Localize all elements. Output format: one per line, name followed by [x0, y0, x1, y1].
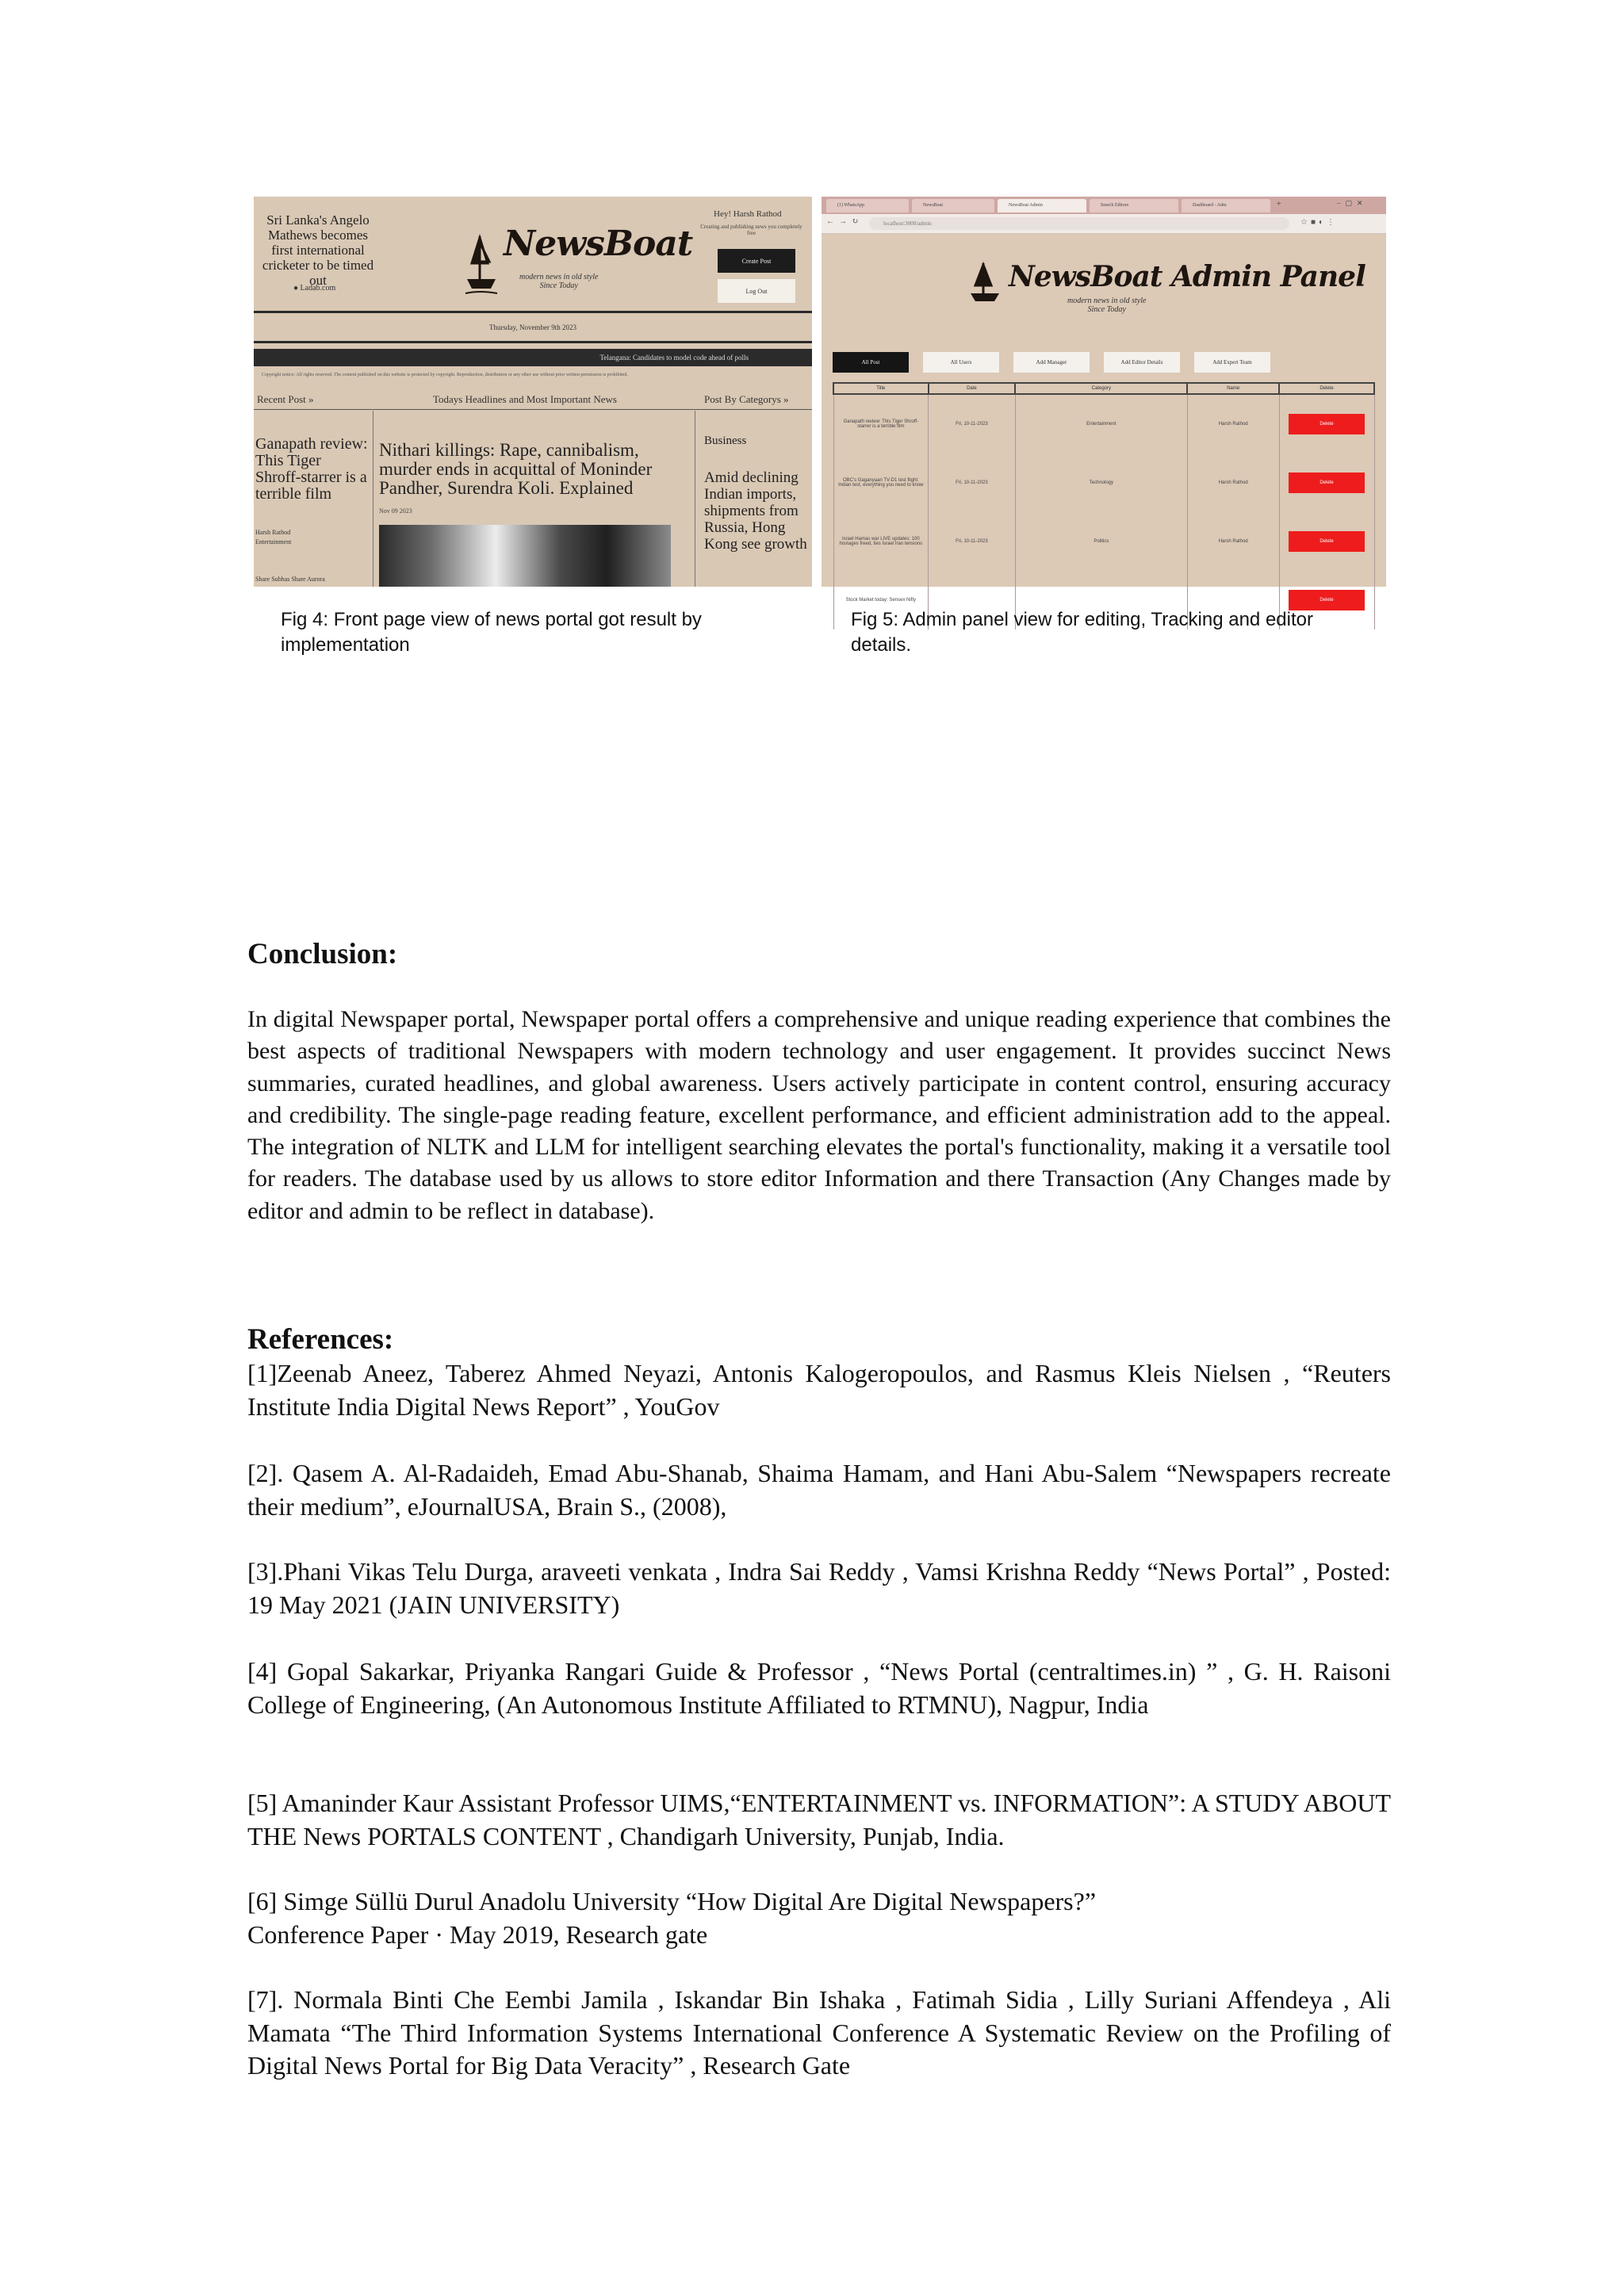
back-icon[interactable]: ←	[826, 217, 834, 226]
address-bar	[822, 214, 1386, 234]
column-header: Name	[1187, 383, 1279, 394]
references-heading: References:	[247, 1323, 394, 1356]
user-greeting: Hey! Harsh Rathod	[714, 209, 782, 219]
posts-table	[833, 382, 1375, 629]
main-headline-link[interactable]: Nithari killings: Rape, cannibalism, murder ends in acquittal of Moninder Pandher, Surendra Koli. Explained	[379, 440, 653, 498]
tagline-line-1: modern news in old style	[519, 273, 599, 281]
browser-tab[interactable]: NewsBoat	[912, 199, 994, 212]
newsboat-logo: NewsBoat	[504, 224, 693, 264]
create-post-button[interactable]: Create Post	[718, 249, 795, 273]
category-business[interactable]: Business	[704, 434, 747, 447]
delete-button[interactable]: Delete	[1289, 473, 1365, 493]
headlines-heading: Todays Headlines and Most Important News	[433, 393, 617, 405]
left-top-story: Sri Lanka's Angelo Mathews becomes first international cricketer to be timed out	[262, 212, 374, 288]
cell-title: OBC's Gaganyaan TV-D1 test flight: Indian test, everything you need to know	[833, 453, 929, 512]
cell-delete	[1279, 512, 1374, 571]
recent-post-link[interactable]: Ganapath review: This Tiger Shroff-starrer is a terrible film	[255, 435, 368, 503]
table-row	[833, 394, 1374, 453]
tagline-line-2: Since Today	[1087, 305, 1126, 314]
cell-category: Politics	[1015, 512, 1187, 571]
cell-date: Fri, 10-11-2023	[929, 453, 1016, 512]
conclusion-paragraph: In digital Newspaper portal, Newspaper portal offers a comprehensive and unique reading experience that combines the best aspects of traditional Newspapers with modern technology and user engagement. It provides succinct News summaries, curated headlines, and global awareness. Users actively participate in content control, ensuring accuracy and credibility. The single-page reading feature, excellent performance, and efficient administration add to the appeal. The integration of NLTK and LLM for intelligent searching elevates the portal's functionality, making it a versatile tool for readers. The database used by us allows to store editor Information and there Transaction (Any Changes made by editor and admin to be reflect in database).	[247, 1006, 1391, 1224]
cell-category: Entertainment	[1015, 394, 1187, 453]
divider	[254, 311, 812, 313]
figure-4-front-page	[254, 197, 812, 587]
reload-icon[interactable]: ↻	[852, 217, 859, 226]
cell-date: Fri, 10-11-2023	[929, 394, 1016, 453]
forward-icon[interactable]: →	[839, 217, 847, 226]
window-controls-icon[interactable]: –▢✕	[1337, 199, 1368, 207]
byline-category: Entertainment	[255, 538, 292, 545]
figure-5-caption: Fig 5: Admin panel view for editing, Tracking and editor details.	[851, 609, 1313, 656]
left-top-byline: ● Ladab.com	[293, 284, 336, 293]
post-byline	[255, 528, 291, 547]
delete-button[interactable]: Delete	[1289, 531, 1365, 552]
table-row	[833, 512, 1374, 571]
ship-logo-icon	[967, 260, 1004, 308]
cell-delete	[1279, 394, 1374, 453]
reference-item: [7]. Normala Binti Che Eembi Jamila , Iskandar Bin Ishaka , Fatimah Sidia , Lilly Suriani Affendeya , Ali Mamata “The Third Information Systems International Conference A Systematic Review on the Profiling of Digital News Portal for Big Data Veracity” , Research Gate	[247, 1985, 1391, 2080]
cell-name: Harsh Rathod	[1187, 453, 1279, 512]
main-story-image[interactable]	[379, 525, 671, 587]
reference-item: [2]. Qasem A. Al-Radaideh, Emad Abu-Shanab, Shaima Hamam, and Hani Abu-Salem “Newspapers recreate their medium”, eJournalUSA, Brain S., (2008),	[247, 1459, 1391, 1521]
recent-post-heading: Recent Post »	[257, 393, 314, 405]
url-field[interactable]: localhost:3000/admin	[869, 217, 1289, 230]
table-header-row	[833, 383, 1374, 394]
news-ticker[interactable]: Telangana: Candidates to model code ahead of polls	[254, 349, 812, 366]
all-post-button[interactable]: All Post	[833, 352, 909, 373]
ad-text: Creating and publishing news you completely free	[700, 224, 802, 236]
reference-item: [1]Zeenab Aneez, Taberez Ahmed Neyazi, Antonis Kalogeropoulos, and Rasmus Kleis Nielsen , “Reuters Institute India Digital News Report” , YouGov	[247, 1359, 1391, 1421]
cell-delete	[1279, 453, 1374, 512]
browser-tab[interactable]: Search Editors	[1090, 199, 1178, 212]
reference-item: Conference Paper · May 2019, Research gate	[247, 1920, 708, 1949]
column-header: Delete	[1279, 383, 1374, 394]
category-story-link[interactable]: Amid declining Indian imports, shipments from Russia, Hong Kong see growth	[704, 469, 807, 553]
delete-button[interactable]: Delete	[1289, 414, 1365, 434]
reference-item: [5] Amaninder Kaur Assistant Professor UIMS,“ENTERTAINMENT vs. INFORMATION”: A STUDY ABOUT THE News PORTALS CONTENT , Chandigarh University, Punjab, India.	[247, 1789, 1391, 1850]
table-row	[833, 453, 1374, 512]
browser-tab[interactable]: (1) WhatsApp	[826, 199, 909, 212]
divider	[254, 409, 812, 410]
copyright-notice: Copyright notice: All rights reserved. The content published on this website is protected by copyright. Reproduction, distribution or any other use without prior written permission is prohibited.	[262, 373, 628, 377]
all-users-button[interactable]: All Users	[923, 352, 999, 373]
cell-title: Ganapath review: This Tiger Shroff-starrer is a terrible film	[833, 394, 929, 453]
browser-extension-icons[interactable]: ☆■◐⋮	[1300, 218, 1339, 227]
new-tab-icon[interactable]: +	[1277, 200, 1281, 209]
browser-tab[interactable]: Dashboard - Adm	[1182, 199, 1270, 212]
figure-4-caption: Fig 4: Front page view of news portal got result by implementation	[281, 609, 702, 656]
tagline-line-1: modern news in old style	[1067, 297, 1147, 305]
cell-date: Fri, 10-11-2023	[929, 512, 1016, 571]
add-editor-details-button[interactable]: Add Editor Details	[1104, 352, 1180, 373]
figure-5-admin-panel	[822, 197, 1386, 603]
conclusion-heading: Conclusion:	[247, 938, 398, 970]
add-manager-button[interactable]: Add Manager	[1013, 352, 1090, 373]
cell-title: Stock Market today: Sensex Nifty	[833, 571, 929, 629]
cell-category: Technology	[1015, 453, 1187, 512]
logout-button[interactable]: Log Out	[718, 279, 795, 303]
cell-name: Harsh Rathod	[1187, 512, 1279, 571]
divider	[254, 341, 812, 343]
column-header: Category	[1015, 383, 1187, 394]
share-links[interactable]: Share Subhas Share Aurora	[255, 576, 325, 583]
delete-button[interactable]: Delete	[1289, 590, 1365, 610]
column-header: Title	[833, 383, 929, 394]
logo-tagline	[1067, 297, 1146, 314]
tagline-line-2: Since Today	[539, 281, 578, 290]
browser-tab-bar	[822, 197, 1386, 214]
browser-tab-active[interactable]: NewsBoat Admin	[998, 199, 1086, 212]
admin-panel-logo: NewsBoat Admin Panel	[1009, 260, 1365, 293]
main-story-date: Nov 09 2023	[379, 507, 412, 515]
date-line: Thursday, November 9th 2023	[489, 323, 576, 331]
logo-tagline	[519, 273, 598, 290]
categories-heading: Post By Categorys »	[704, 393, 789, 405]
column-header: Date	[929, 383, 1016, 394]
add-expert-team-button[interactable]: Add Expert Team	[1194, 352, 1270, 373]
reference-item: [3].Phani Vikas Telu Durga, araveeti venkata , Indra Sai Reddy , Vamsi Krishna Reddy “News Portal” , Posted: 19 May 2021 (JAIN UNIVERSITY)	[247, 1557, 1391, 1619]
byline-author: Harsh Rathod	[255, 529, 291, 536]
reference-item: [4] Gopal Sakarkar, Priyanka Rangari Guide & Professor , “News Portal (centraltimes.in) ” , G. H. Raisoni College of Engineering, (An Autonomous Institute Affiliated to RTMNU), Nagpur, India	[247, 1657, 1391, 1719]
cell-name: Harsh Rathod	[1187, 394, 1279, 453]
cell-title: Israel Hamas war LIVE updates: 100 hostages freed, ties Israel Iran tensions	[833, 512, 929, 571]
reference-item: [6] Simge Süllü Durul Anadolu University “How Digital Are Digital Newspapers?”	[247, 1887, 1097, 1915]
